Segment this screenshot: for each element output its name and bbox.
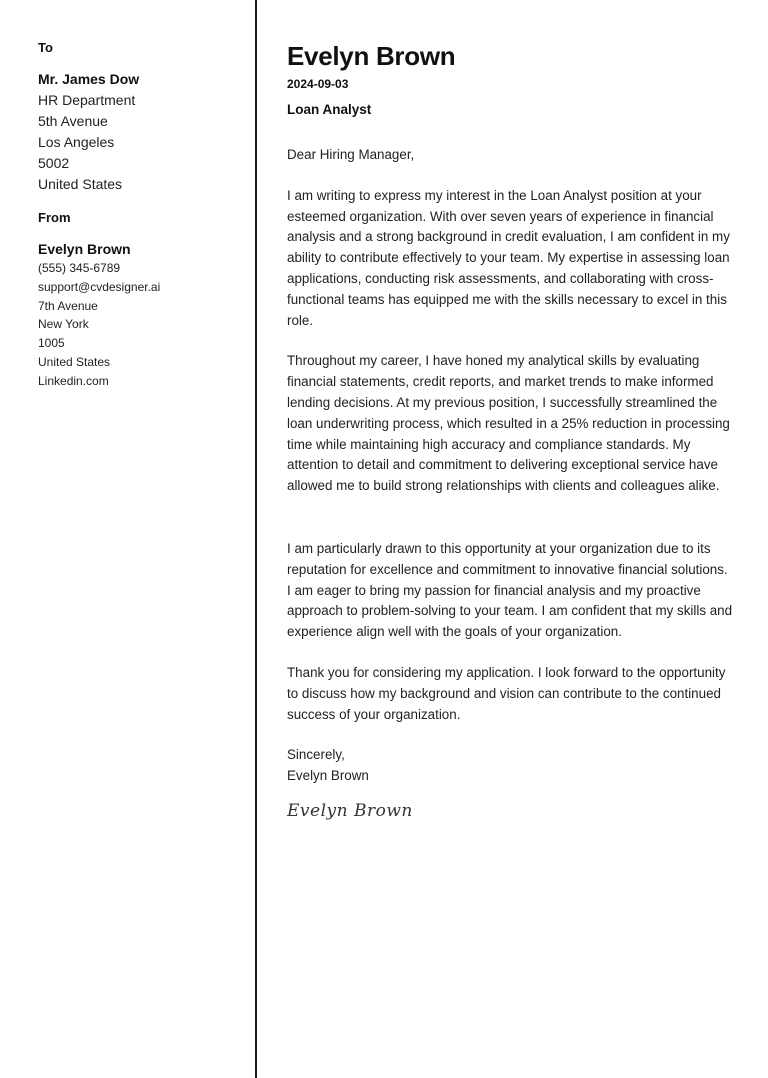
letter-date: 2024-09-03 (287, 77, 349, 91)
job-title: Loan Analyst (287, 102, 372, 117)
sender-street: 7th Avenue (38, 298, 98, 313)
closing: Sincerely, (287, 747, 345, 763)
recipient-city: Los Angeles (38, 134, 115, 150)
recipient-country: United States (38, 176, 123, 192)
recipient-street: 5th Avenue (38, 113, 108, 129)
sender-phone: (555) 345-6789 (38, 261, 121, 275)
paragraph-2: Throughout my career, I have honed my analytical skills by evaluating financial statements, credit reports, and market trends to make informed lending decisions. At my previous position, I successfully streamlined the loan underwriting process, which resulted in a 25% reduction in processing time while maintaining high accuracy and compliance standards. My attention to detail and commitment to delivering exceptional service have allowed me to build strong relationships with clients and colleagues alike. (287, 353, 730, 494)
sender-linkedin: Linkedin.com (38, 373, 109, 388)
recipient-department: HR Department (38, 92, 136, 108)
sender-email: support@cvdesigner.ai (38, 279, 161, 294)
letter-body (287, 40, 735, 823)
sender-name: Evelyn Brown (38, 241, 131, 257)
recipient-heading: To (38, 40, 53, 55)
sidebar (38, 40, 243, 391)
paragraph-3: I am particularly drawn to this opportunity at your organization due to its reputation for excellence and commitment to innovative financial solutions. I am eager to bring my passion for financial analysis and my proactive approach to problem-solving to your team. I am confident that my skills and experience align well with the goals of your organization. (287, 540, 733, 640)
column-divider (255, 0, 257, 1078)
signature: Evelyn Brown (287, 800, 413, 821)
salutation: Dear Hiring Manager, (287, 147, 415, 162)
sender-zip: 1005 (38, 336, 65, 351)
paragraph-4: Thank you for considering my application. I look forward to the opportunity to discuss how my background and vision can contribute to the continued success of your organization. (287, 664, 726, 722)
sender-heading: From (38, 210, 71, 225)
recipient-name: Mr. James Dow (38, 71, 140, 87)
recipient-zip: 5002 (38, 155, 70, 171)
closing-name: Evelyn Brown (287, 768, 369, 784)
sender-city: New York (38, 317, 89, 332)
sender-country: United States (38, 354, 111, 369)
paragraph-1: I am writing to express my interest in the Loan Analyst position at your esteemed organization. With over seven years of experience in financial analysis and a strong background in credit evaluation, I am confident in my ability to contribute effectively to your team. My expertise in assessing loan applications, conducting risk assessments, and collaborating with cross-functional teams has equipped me with the skills necessary to excel in this role. (287, 187, 730, 328)
page-title: Evelyn Brown (287, 41, 456, 71)
